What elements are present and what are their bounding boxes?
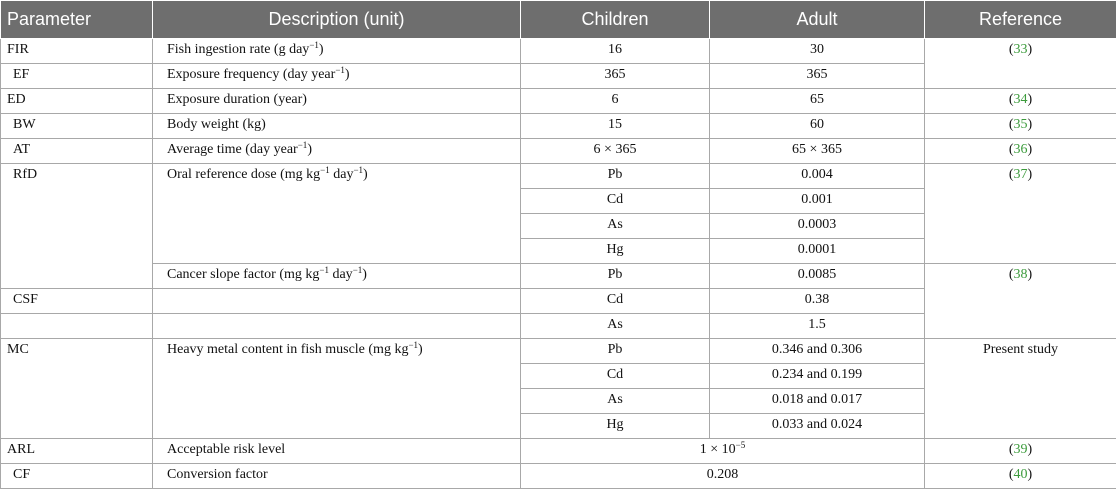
mc-metal: Cd — [521, 364, 710, 389]
desc-empty — [153, 314, 521, 339]
table-row — [1, 139, 1116, 164]
table-row — [1, 264, 1116, 289]
desc-fir: Fish ingestion rate (g day$^{-1}$) — [153, 39, 521, 64]
csf-value: 1.5 — [710, 314, 925, 339]
mc-metal: As — [521, 389, 710, 414]
reference-link[interactable]: 37 — [1014, 167, 1028, 182]
desc-at: Average time (day year$^{-1}$) — [153, 139, 521, 164]
csf-metal: Pb — [521, 264, 710, 289]
ref-ed: (34) — [925, 89, 1116, 114]
adult-ed: 65 — [710, 89, 925, 114]
ref-mc: Present study — [925, 339, 1116, 439]
desc-ef: Exposure frequency (day year$^{-1}$) — [153, 64, 521, 89]
param-mc: MC — [1, 339, 153, 439]
desc-csf: Cancer slope factor (mg $kg^{-1}$ day$^{-1}$) — [153, 264, 521, 289]
csf-metal: As — [521, 314, 710, 339]
desc-ed: Exposure duration (year) — [153, 89, 521, 114]
desc-cf: Conversion factor — [153, 464, 521, 489]
ref-arl: (39) — [925, 439, 1116, 464]
param-empty — [1, 314, 153, 339]
children-bw: 15 — [521, 114, 710, 139]
rfd-metal: Hg — [521, 239, 710, 264]
header-children: Children — [521, 1, 710, 39]
table-row — [1, 114, 1116, 139]
table-row — [1, 39, 1116, 64]
param-rfd: RfD — [1, 164, 153, 289]
desc-empty — [153, 289, 521, 314]
value-arl: $1 \times 10^{-5}$ — [521, 439, 925, 464]
reference-link[interactable]: 34 — [1014, 92, 1028, 107]
children-fir: 16 — [521, 39, 710, 64]
ref-fir-ef: (33) — [925, 39, 1116, 89]
mc-value: 0.346 and 0.306 — [710, 339, 925, 364]
ref-csf: (38) — [925, 264, 1116, 339]
children-at: 6 × 365 — [521, 139, 710, 164]
csf-value: 0.0085 — [710, 264, 925, 289]
header-description: Description (unit) — [153, 1, 521, 39]
rfd-metal: Pb — [521, 164, 710, 189]
param-arl: ARL — [1, 439, 153, 464]
param-at: AT — [1, 139, 153, 164]
mc-metal: Hg — [521, 414, 710, 439]
rfd-value: 0.0003 — [710, 214, 925, 239]
value-cf: 0.208 — [521, 464, 925, 489]
adult-fir: 30 — [710, 39, 925, 64]
param-ed: ED — [1, 89, 153, 114]
desc-rfd: Oral reference dose (mg $kg^{-1}$ day$^{-1}$) — [153, 164, 521, 264]
reference-link[interactable]: 36 — [1014, 142, 1028, 157]
desc-bw: Body weight (kg) — [153, 114, 521, 139]
ref-bw: (35) — [925, 114, 1116, 139]
desc-arl: Acceptable risk level — [153, 439, 521, 464]
ref-rfd: (37) — [925, 164, 1116, 264]
param-bw: BW — [1, 114, 153, 139]
ref-cf: (40) — [925, 464, 1116, 489]
adult-bw: 60 — [710, 114, 925, 139]
children-ef: 365 — [521, 64, 710, 89]
table-row — [1, 89, 1116, 114]
table-row — [1, 464, 1116, 489]
table-row — [1, 164, 1116, 189]
param-ef: EF — [1, 64, 153, 89]
table-row — [1, 339, 1116, 364]
rfd-value: 0.0001 — [710, 239, 925, 264]
header-reference: Reference — [925, 1, 1116, 39]
param-cf: CF — [1, 464, 153, 489]
adult-at: 65 × 365 — [710, 139, 925, 164]
header-adult: Adult — [710, 1, 925, 39]
reference-link[interactable]: 33 — [1014, 42, 1028, 57]
rfd-value: 0.001 — [710, 189, 925, 214]
mc-value: 0.234 and 0.199 — [710, 364, 925, 389]
csf-value: 0.38 — [710, 289, 925, 314]
param-fir: FIR — [1, 39, 153, 64]
ref-at: (36) — [925, 139, 1116, 164]
mc-value: 0.018 and 0.017 — [710, 389, 925, 414]
reference-link[interactable]: 40 — [1014, 467, 1028, 482]
desc-mc: Heavy metal content in fish muscle (mg $kg^{-1}$) — [153, 339, 521, 439]
rfd-metal: Cd — [521, 189, 710, 214]
reference-link[interactable]: 39 — [1014, 442, 1028, 457]
mc-value: 0.033 and 0.024 — [710, 414, 925, 439]
reference-link[interactable]: 38 — [1014, 267, 1028, 282]
header-parameter: Parameter — [1, 1, 153, 39]
param-csf: CSF — [1, 289, 153, 314]
rfd-metal: As — [521, 214, 710, 239]
mc-metal: Pb — [521, 339, 710, 364]
adult-ef: 365 — [710, 64, 925, 89]
rfd-value: 0.004 — [710, 164, 925, 189]
children-ed: 6 — [521, 89, 710, 114]
header-row — [1, 1, 1116, 39]
csf-metal: Cd — [521, 289, 710, 314]
table-row — [1, 439, 1116, 464]
reference-link[interactable]: 35 — [1014, 117, 1028, 132]
